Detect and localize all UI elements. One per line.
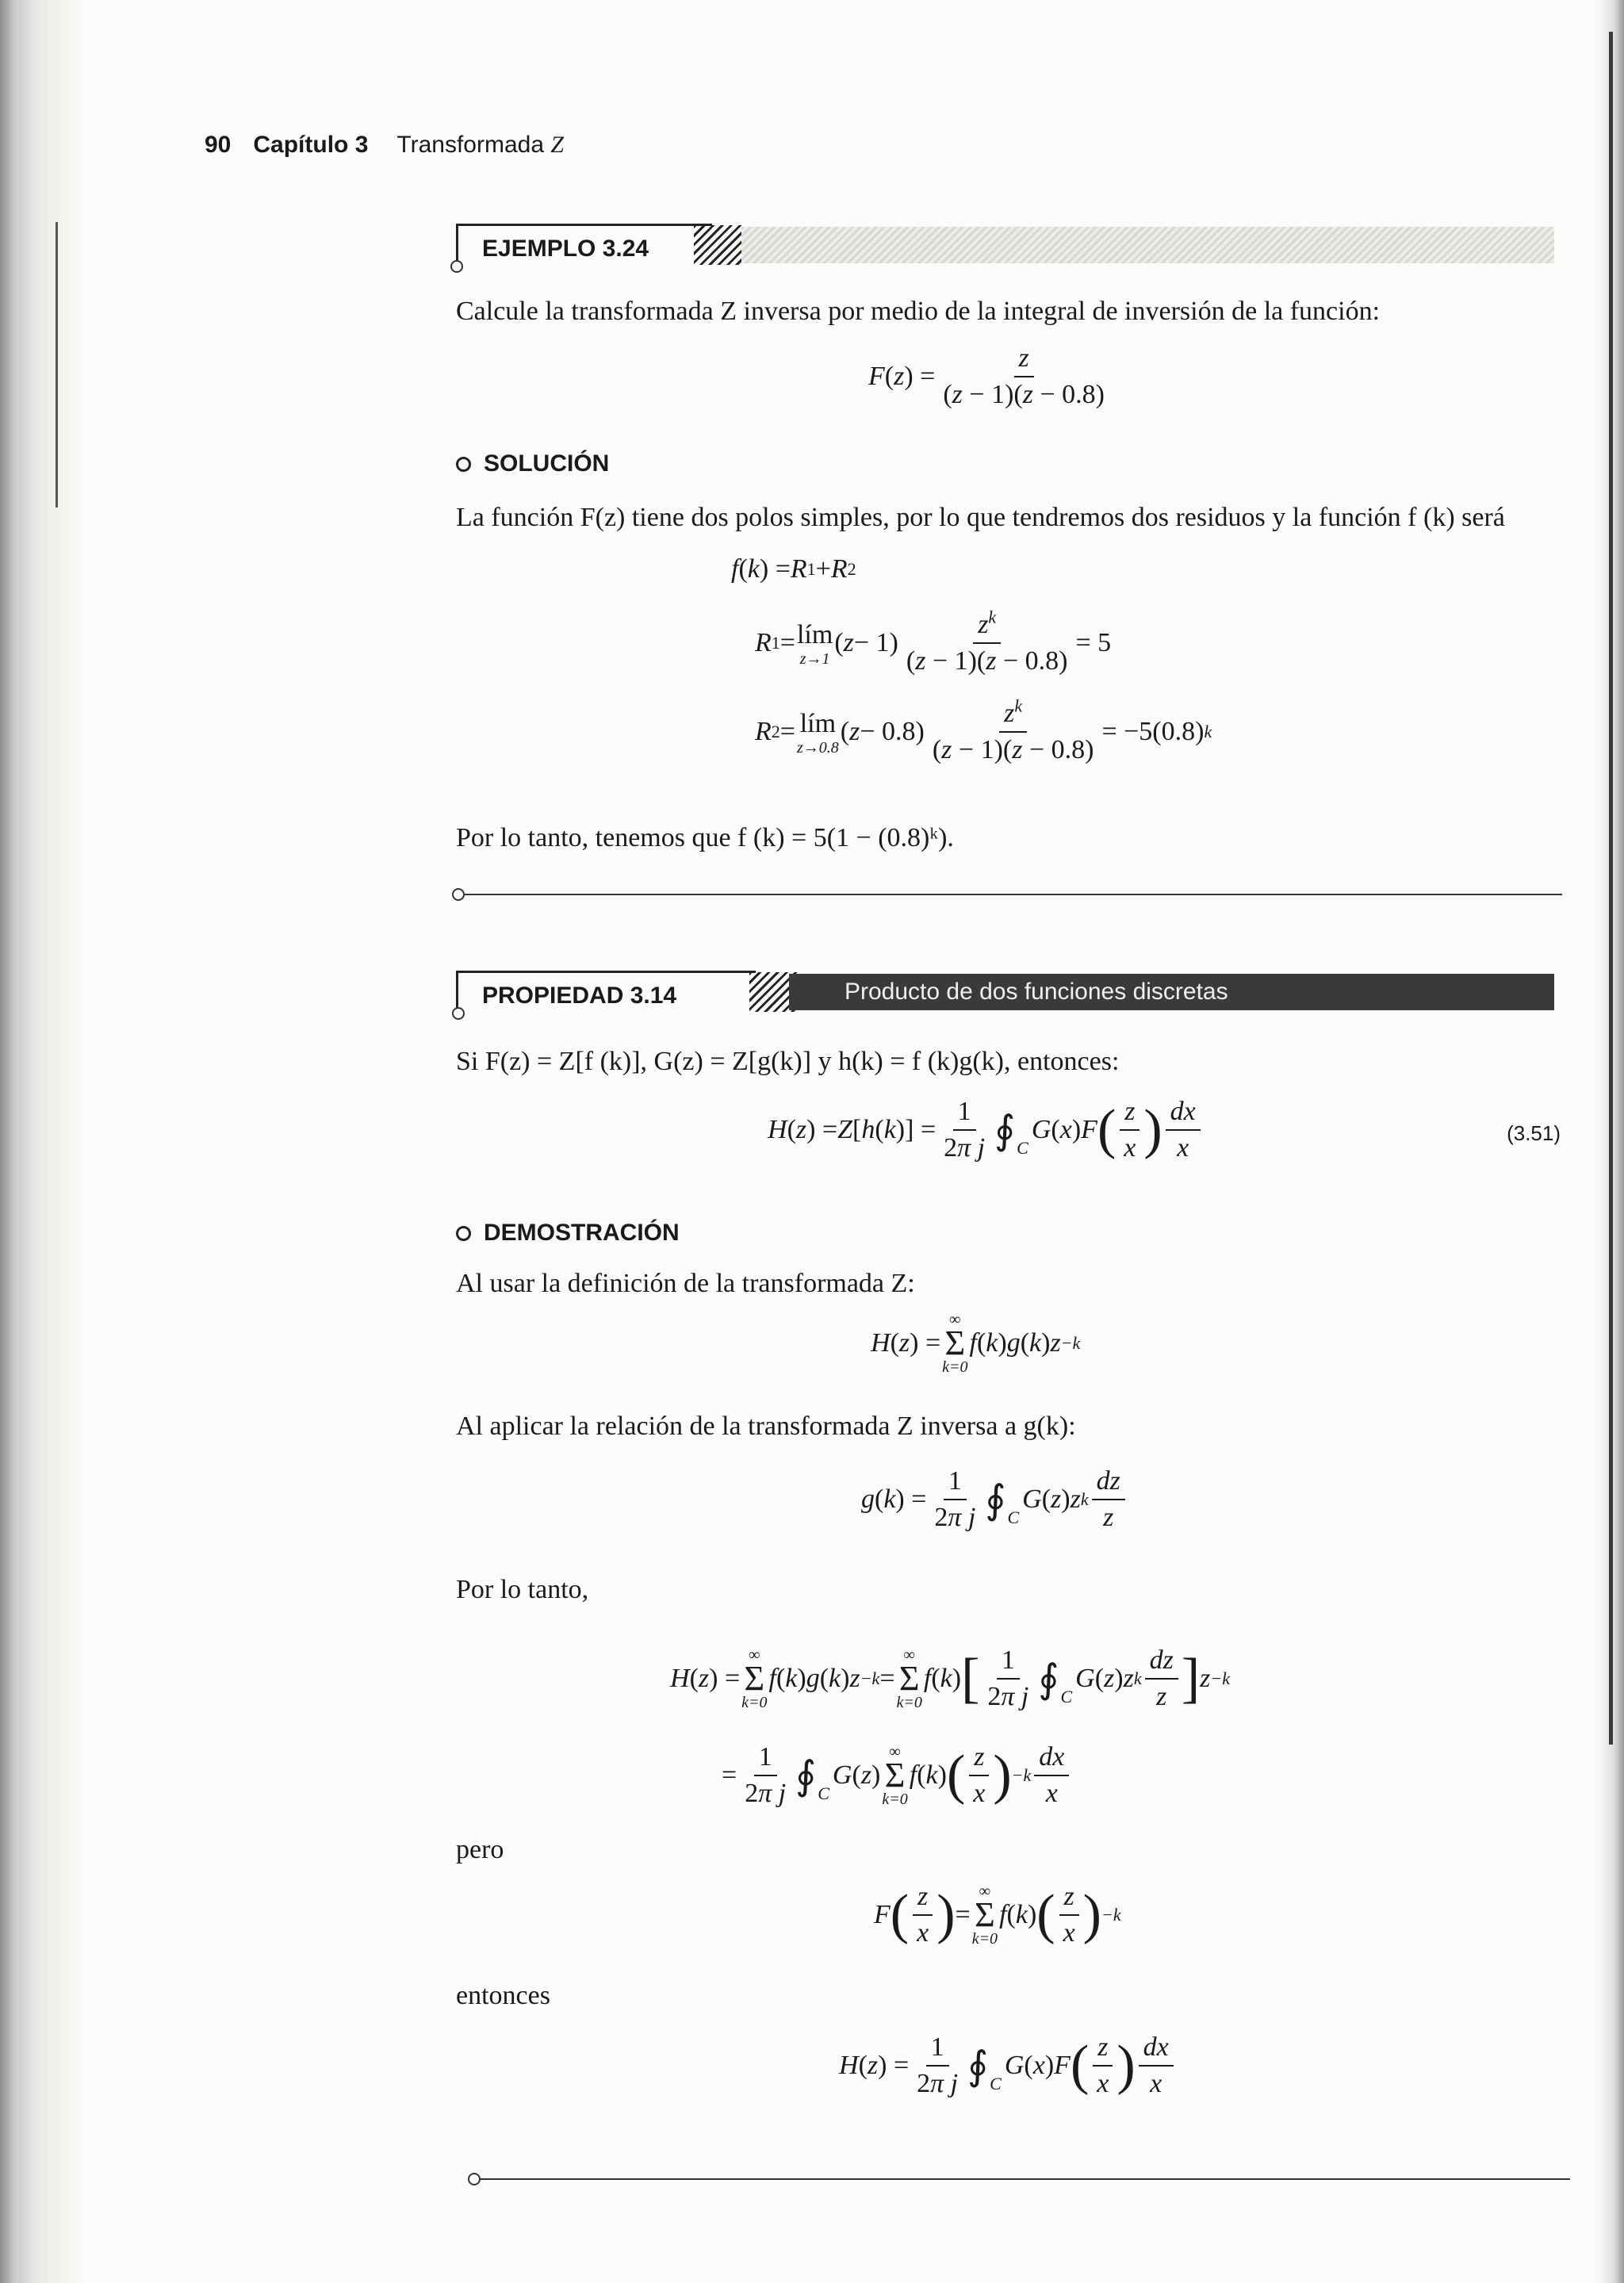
chapter-title: Transformada Z <box>396 132 565 158</box>
bullet-circle-icon <box>456 1226 471 1241</box>
property-label: PROPIEDAD 3.14 <box>456 971 756 1019</box>
proof-line-2: Al aplicar la relación de la transformada Z inversa a g(k): <box>456 1412 1076 1441</box>
property-end-mark <box>468 2173 481 2185</box>
property-corner-mark <box>452 1007 465 1020</box>
example-end-mark <box>452 888 465 901</box>
equation-r1: R 1 = lím z→1 ( z − 1) $\frac{z^k}{(z - 1)(z - 0.8)}$ = 5 <box>755 607 1112 676</box>
solution-text: La función F(z) tiene dos polos simples, por lo que tendremos dos residuos y la función f (k) será <box>456 503 1505 532</box>
equation-fk-sum: f ( k ) = R 1 + R 2 <box>731 554 856 584</box>
property-statement: Si F(z) = Z[f (k)], G(z) = Z[g(k)] y h(k) = f (k)g(k), entonces: <box>456 1047 1120 1076</box>
proof-line-1: Al usar la definición de la transformada Z: <box>456 1269 915 1298</box>
equation-number: (3.51) <box>1507 1121 1561 1145</box>
example-statement: Calcule la transformada Z inversa por medio de la integral de inversión de la función: <box>456 297 1381 326</box>
example-hatch <box>741 227 1554 263</box>
equation-hz-expand-1: H ( z ) = ∞ Σ k=0 f ( k ) g ( k ) z −k = ∞ Σ k=0 f ( k ) [ $\frac{1}{\text{2π j}}$ ∮ C G ( z ) z k $\frac{dz}{z}$ ] z −k <box>670 1645 1230 1711</box>
example-corner-mark <box>450 260 463 273</box>
scan-edge-left <box>0 0 83 2283</box>
proof-line-3: Por lo tanto, <box>456 1575 589 1604</box>
equation-hz-final: H ( z ) = $\frac{1}{\text{2π j}}$ ∮ C G ( x ) F ( $\frac{z}{x}$ ) $\frac{dx}{x}$ <box>839 2032 1177 2100</box>
equation-hz-def: H ( z ) = ∞ Σ k=0 f ( k ) g ( k ) z −k <box>871 1311 1081 1376</box>
bullet-circle-icon <box>456 457 471 472</box>
scan-edge-right <box>1592 0 1624 2283</box>
page-number: 90 <box>205 132 232 158</box>
example-header <box>456 224 1554 270</box>
solution-label: SOLUCIÓN <box>456 450 609 477</box>
equation-r2: R 2 = lím z→0.8 ( z − 0.8) $\frac{z^k}{(z - 1)(z - 0.8)}$ = −5(0.8) k <box>755 695 1212 764</box>
example-label: EJEMPLO 3.24 <box>456 224 712 272</box>
equation-3-51: H ( z ) = Z [ h ( k )] = $\frac{1}{\text{2π j}}$ ∮ C G ( x ) F ( $\frac{z}{x}$ ) $\frac{dx}{x}$ <box>768 1096 1204 1164</box>
equation-fz: F ( z ) = $\frac{z}{(z - 1)(z - 0.8)}$ <box>868 343 1105 409</box>
property-end-rule <box>474 2178 1570 2180</box>
example-stripes <box>694 225 741 265</box>
running-head <box>205 132 564 163</box>
property-header <box>456 971 1554 1017</box>
example-conclusion: Por lo tanto, tenemos que f (k) = 5(1 − (0.8)ᵏ). <box>456 823 954 852</box>
property-title: Producto de dos funciones discretas <box>789 974 1554 1010</box>
chapter-label: Capítulo 3 <box>253 132 369 158</box>
proof-label: DEMOSTRACIÓN <box>456 1220 680 1247</box>
proof-line-4: pero <box>456 1835 504 1864</box>
equation-gk: g ( k ) = $\frac{1}{\text{2π j}}$ ∮ C G ( z ) z k $\frac{dz}{z}$ <box>861 1465 1128 1534</box>
example-end-rule <box>458 894 1562 895</box>
proof-line-5: entonces <box>456 1981 550 2010</box>
equation-f-zx: F ( $\frac{z}{x}$ ) = ∞ Σ k=0 f ( k ) ( $\frac{z}{x}$ ) −k <box>874 1882 1121 1948</box>
equation-hz-expand-2: = $\frac{1}{\text{2π j}}$ ∮ C G ( z ) ∞ Σ k=0 f ( k ) ( $\frac{z}{x}$ ) −k $\frac{dx}{x}$ <box>722 1741 1072 1810</box>
